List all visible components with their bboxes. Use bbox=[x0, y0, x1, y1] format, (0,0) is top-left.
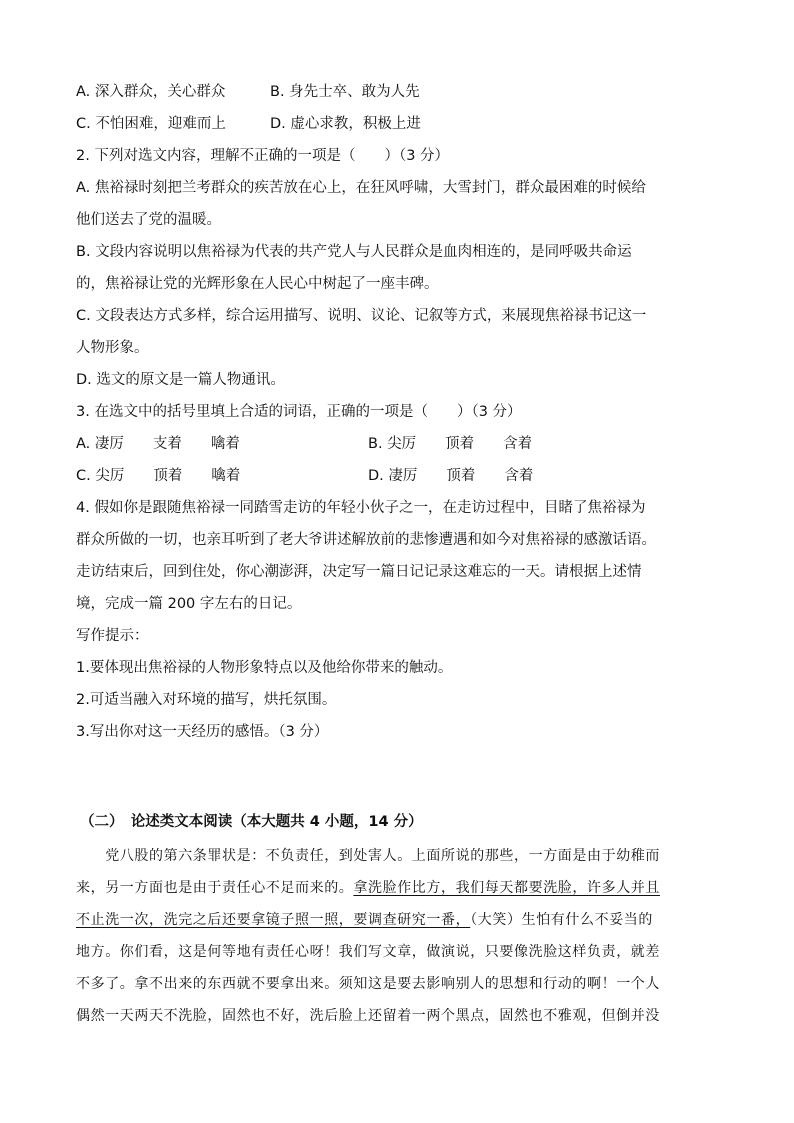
q1-option-d: D. 虚心求教，积极上进 bbox=[270, 116, 421, 132]
passage-underlined-text-1: 拿洗脸作比方，我们每天都要洗脸，许多人并且 bbox=[353, 880, 661, 896]
q4-line-3: 走访结束后，回到住处，你心潮澎湃，决定写一篇日记记录这难忘的一天。请根据上述情 bbox=[76, 564, 642, 580]
q1-option-c: C. 不怕困难，迎难而上 bbox=[76, 116, 226, 132]
q4-line-1: 4. 假如你是跟随焦裕禄一同踏雪走访的年轻小伙子之一，在走访过程中，目睹了焦裕禄为 bbox=[76, 500, 646, 516]
passage-line-4: 地方。你们看，这是何等地有责任心呀！我们写文章，做演说，只要像洗脸这样负责，就差 bbox=[76, 944, 660, 960]
passage-line-2-text: 来，另一方面也是由于责任心不足而来的。 bbox=[76, 880, 354, 896]
section-heading: （二） 论述类文本阅读（本大题共 4 小题，14 分） bbox=[80, 814, 423, 830]
q2-option-c-line1: C. 文段表达方式多样，综合运用描写、说明、议论、记叙等方式，来展现焦裕禄书记这一 bbox=[76, 308, 647, 324]
passage-line-6: 偶然一天两天不洗脸，固然也不好，洗后脸上还留着一两个黑点，固然也不雅观，但倒并没 bbox=[76, 1008, 660, 1024]
q3-stem: 3. 在选文中的括号里填上合适的词语，正确的一项是（ ）（3 分） bbox=[76, 404, 522, 420]
q2-option-a-line1: A. 焦裕禄时刻把兰考群众的疾苦放在心上，在狂风呼啸，大雪封门，群众最困难的时候给 bbox=[76, 180, 646, 196]
q3-option-b: B. 尖厉 顶着 含着 bbox=[368, 436, 533, 452]
writing-tip-1: 1.要体现出焦裕禄的人物形象特点以及他给你带来的触动。 bbox=[76, 660, 453, 676]
passage-line-2 bbox=[76, 878, 660, 898]
writing-tips-title: 写作提示： bbox=[76, 628, 149, 644]
passage-line-3 bbox=[76, 910, 653, 930]
q1-option-a: A. 深入群众，关心群众 bbox=[76, 84, 226, 100]
writing-tip-3: 3.写出你对这一天经历的感悟。（3 分） bbox=[76, 724, 329, 740]
q2-option-c-line2: 人物形象。 bbox=[76, 340, 149, 356]
q4-line-4: 境，完成一篇 200 字左右的日记。 bbox=[76, 596, 302, 612]
q2-option-b-line2: 的，焦裕禄让党的光辉形象在人民心中树起了一座丰碑。 bbox=[76, 276, 439, 292]
passage-line-1: 党八股的第六条罪状是：不负责任，到处害人。上面所说的那些，一方面是由于幼稚而 bbox=[76, 848, 660, 864]
q3-option-a: A. 凄厉 支着 噙着 bbox=[76, 436, 240, 452]
writing-tip-2: 2.可适当融入对环境的描写，烘托氛围。 bbox=[76, 692, 337, 708]
q3-option-d: D. 凄厉 顶着 含着 bbox=[368, 468, 534, 484]
q1-option-b: B. 身先士卒、敢为人先 bbox=[270, 84, 420, 100]
q2-option-b-line1: B. 文段内容说明以焦裕禄为代表的共产党人与人民群众是血肉相连的，是同呼吸共命运 bbox=[76, 244, 632, 260]
q2-option-d: D. 选文的原文是一篇人物通讯。 bbox=[76, 372, 285, 388]
q2-stem: 2. 下列对选文内容，理解不正确的一项是（ ）（3 分） bbox=[76, 148, 450, 164]
passage-line-3-text: （大笑）生怕有什么不妥当的 bbox=[470, 912, 654, 928]
passage-underlined-text-2: 不止洗一次，洗完之后还要拿镜子照一照，要调查研究一番， bbox=[76, 912, 471, 928]
q2-option-a-line2: 他们送去了党的温暖。 bbox=[76, 212, 221, 228]
q3-option-c: C. 尖厉 顶着 噙着 bbox=[76, 468, 241, 484]
q4-line-2: 群众所做的一切，也亲耳听到了老大爷讲述解放前的悲惨遭遇和如今对焦裕禄的感激话语。 bbox=[76, 532, 656, 548]
passage-line-5: 不多了。拿不出来的东西就不要拿出来。须知这是要去影响别人的思想和行动的啊！一个人 bbox=[76, 976, 660, 992]
